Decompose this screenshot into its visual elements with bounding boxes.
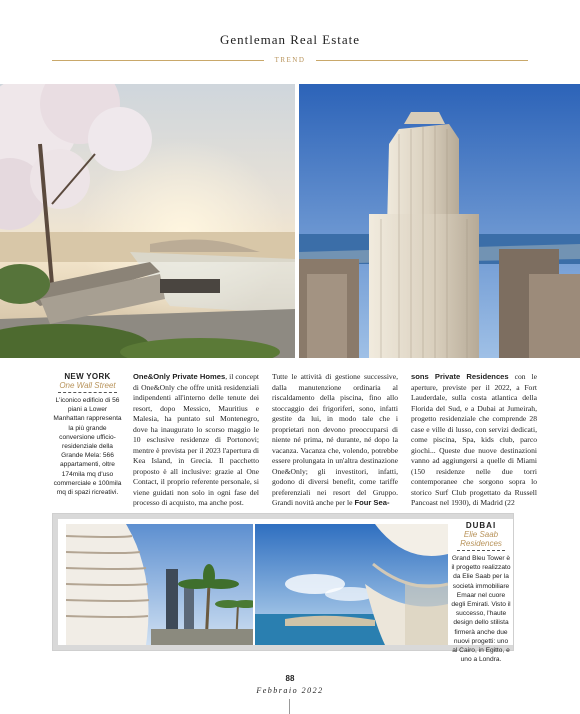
header-rule xyxy=(52,56,528,65)
dubai-balcony-sea-photo xyxy=(255,524,448,645)
column-2-bold: Four Sea- xyxy=(354,498,390,507)
caption-body: Grand Bleu Tower è il progetto realizzato da Elie Saab per la società immobiliare Emaar nel cuore degli Emirati. Visto il successo, l'haute design dello stilista firmerà anche due nuovi progetti: uno al Cairo, in Egitto, e uno a Londra. xyxy=(451,555,511,664)
skyscraper-photo xyxy=(299,84,580,358)
column-2-text: Tutte le attività di gestione successive, dalla manutenzione ordinaria al riscaldamento della piscina, fino allo stoccaggio dei frigoriferi, sono, infatti gestite da lui, in modo tale che i proprietari non devono preoccuparsi di niente né prima, né durante, né dopo la vacanza. Vacanza che, volendo, potrebbe essere prolungata in un'altra destinazione One&Only; gli investitori, infatti, godono di diversi benefit, come tariffe preferenziali nei resort del Gruppo. Grandi novità anche per le xyxy=(272,372,398,507)
column-3-text: con le aperture, previste per il 2022, a Fort Lauderdale, sulla costa atlantica della Florida del Sud, e a Dubai at Jumeirah, progetto residenziale che comprende 28 case e ville di lusso, con servizi dedicati, come piscina, Spa, kids club, parco giochi... Queste due nuove destinazioni vanno ad aggiungersi a quelle di Miami (150 residenze nelle due torri contemporanee che sorgono sopra lo storico Surf Club progettato da Russell Pancoast nel 1930), di Madrid (22 xyxy=(411,372,537,507)
page-number: 88 xyxy=(285,674,295,683)
issue-date: Febbraio 2022 xyxy=(256,686,324,695)
section-tag: TREND xyxy=(274,56,306,64)
footer-divider xyxy=(289,699,290,714)
rooftop-terrace-photo xyxy=(0,84,295,358)
column-3-bold: sons Private Residences xyxy=(411,372,509,381)
column-1-bold: One&Only Private Homes xyxy=(133,372,226,381)
caption-divider xyxy=(457,550,505,551)
rule-right xyxy=(316,60,528,61)
text-column-1 xyxy=(133,372,259,509)
text-column-2 xyxy=(272,372,398,509)
caption-subtitle: One Wall Street xyxy=(59,381,116,390)
column-1-text: , il concept di One&Only che offre unità residenziali indipendenti all'interno delle tenute dei resort, dopo Messico, Mauritius e Malesia, ha puntato sul Montenegro, dove ha inaugurato lo scorso maggio le 10 esclusive residenze di Portonovi; mentre è prevista per il 2023 l'apertura di Kea Island, in Grecia. Il pacchetto proposto è all inclusive: grazie al One Contact, il proprio referente personale, si viene guidati non solo in ogni fase del processo di acquisto, ma anche post. xyxy=(133,372,259,507)
caption-city: DUBAI xyxy=(465,521,497,530)
caption-new-york xyxy=(52,372,123,497)
dubai-tower-palms-photo xyxy=(66,524,253,645)
caption-divider xyxy=(58,392,117,393)
text-column-3 xyxy=(411,372,537,509)
caption-city: NEW YORK xyxy=(64,372,111,381)
caption-dubai xyxy=(451,521,511,664)
caption-subtitle: Elie Saab Residences xyxy=(460,530,502,548)
caption-body: L'iconico edificio di 56 piani a Lower Manhattan rappresenta la più grande conversione ufficio-residenziale della Grande Mela: 566 appartamenti, oltre 174mila mq d'uso commerciale e 100mila mq di spazi ricreativi. xyxy=(53,397,122,497)
magazine-section-title: Gentleman Real Estate xyxy=(219,32,361,47)
